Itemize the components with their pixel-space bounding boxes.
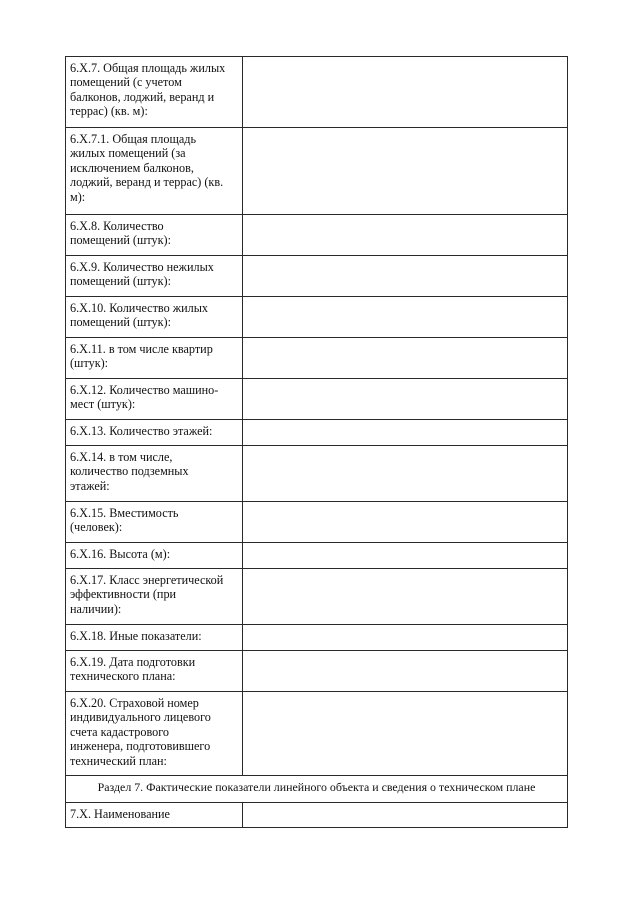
table-row [66, 543, 568, 569]
field-label: 6.X.8. Количество помещений (штук): [66, 215, 243, 256]
field-label: 6.X.12. Количество машино- мест (штук): [66, 379, 243, 420]
field-label: 6.X.13. Количество этажей: [66, 420, 243, 446]
field-value[interactable] [243, 543, 568, 569]
field-value[interactable] [243, 215, 568, 256]
field-label: 6.X.19. Дата подготовки технического плана: [66, 651, 243, 692]
table-row [66, 57, 568, 128]
table-row [66, 446, 568, 502]
table-row [66, 569, 568, 625]
field-value[interactable] [243, 803, 568, 828]
field-value[interactable] [243, 651, 568, 692]
field-value[interactable] [243, 338, 568, 379]
field-value[interactable] [243, 692, 568, 776]
field-value[interactable] [243, 379, 568, 420]
table-row [66, 420, 568, 446]
field-value[interactable] [243, 128, 568, 215]
field-label: 6.X.20. Страховой номер индивидуального лицевого счета кадастрового инженера, подготовившего технический план: [66, 692, 243, 776]
field-label: 6.X.17. Класс энергетической эффективности (при наличии): [66, 569, 243, 625]
field-label: 6.X.7.1. Общая площадь жилых помещений (за исключением балконов, лоджий, веранд и террас) (кв. м): [66, 128, 243, 215]
section-header-row [66, 776, 568, 803]
field-label: 6.X.15. Вместимость (человек): [66, 502, 243, 543]
field-label: 6.X.16. Высота (м): [66, 543, 243, 569]
field-label: 6.X.14. в том числе, количество подземных этажей: [66, 446, 243, 502]
table-row [66, 803, 568, 828]
field-value[interactable] [243, 57, 568, 128]
table-row [66, 379, 568, 420]
technical-plan-form-table [65, 56, 568, 828]
field-label: 6.X.18. Иные показатели: [66, 625, 243, 651]
field-label: 6.X.11. в том числе квартир (штук): [66, 338, 243, 379]
section-7-title: Раздел 7. Фактические показатели линейного объекта и сведения о техническом плане [66, 776, 568, 803]
table-row [66, 625, 568, 651]
field-label: 6.X.7. Общая площадь жилых помещений (с учетом балконов, лоджий, веранд и террас) (кв. м): [66, 57, 243, 128]
table-row [66, 215, 568, 256]
field-value[interactable] [243, 625, 568, 651]
field-label: 6.X.9. Количество нежилых помещений (штук): [66, 256, 243, 297]
field-label: 7.X. Наименование [66, 803, 243, 828]
field-value[interactable] [243, 420, 568, 446]
field-value[interactable] [243, 569, 568, 625]
table-row [66, 128, 568, 215]
table-row [66, 338, 568, 379]
field-value[interactable] [243, 446, 568, 502]
table-row [66, 651, 568, 692]
table-row [66, 502, 568, 543]
table-row [66, 256, 568, 297]
field-value[interactable] [243, 502, 568, 543]
field-value[interactable] [243, 297, 568, 338]
field-value[interactable] [243, 256, 568, 297]
table-row [66, 297, 568, 338]
table-row [66, 692, 568, 776]
field-label: 6.X.10. Количество жилых помещений (штук): [66, 297, 243, 338]
